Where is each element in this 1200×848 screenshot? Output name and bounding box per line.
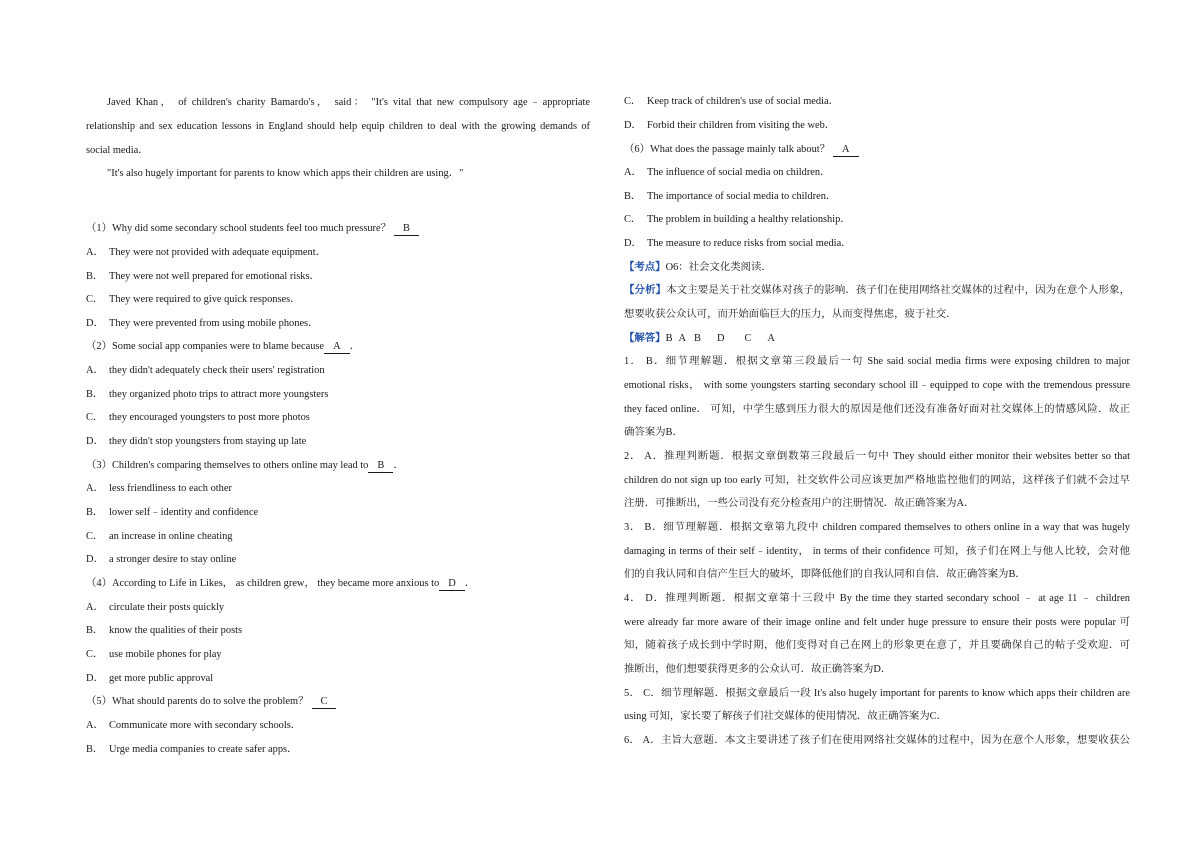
option-letter: C．: [86, 649, 104, 661]
analysis-label: 【分析】: [624, 285, 667, 297]
answer-key-item: B: [694, 332, 701, 344]
option-letter: C．: [624, 214, 642, 226]
option-text: They were not provided with adequate equipment．: [109, 246, 326, 258]
option-text: lower self﹣identity and confidence: [109, 507, 259, 519]
answer-blank: B: [368, 460, 393, 473]
option-letter: A．: [86, 483, 104, 495]
explanation-6: [624, 729, 1130, 753]
option-text: The problem in building a healthy relationship．: [647, 214, 851, 226]
option-text: circulate their posts quickly: [109, 601, 225, 613]
option-letter: C．: [86, 294, 104, 306]
option-d: [86, 548, 590, 572]
option-c: [86, 643, 590, 667]
option-text: less friendliness to each other: [109, 483, 232, 495]
option-letter: A．: [624, 167, 642, 179]
question-stem: [86, 335, 590, 359]
option-text: The importance of social media to children．: [647, 190, 837, 202]
question-stem: [86, 454, 590, 478]
answer-blank: A: [324, 341, 350, 354]
explanation-line: using 可知，家长要了解孩子们社交媒体的使用情况．故正确答案为C．: [624, 711, 947, 723]
explanation-line: 1． B．细节理解题．根据文章第三段最后一句 She said social media firms were exposing children to major: [624, 356, 1130, 368]
passage-paragraph: [86, 91, 590, 162]
answer-blank: B: [394, 223, 419, 236]
explanation-line: 3． B．细节理解题．根据文章第九段中 children compared themselves to others online in a way that was hugely: [624, 522, 1130, 533]
option-text: The influence of social media on children．: [647, 167, 831, 179]
key-point: [624, 256, 1130, 280]
question-text: Children's comparing themselves to others online may lead to: [111, 459, 369, 471]
option-b: [86, 501, 590, 525]
option-letter: A．: [86, 601, 104, 613]
option-letter: C．: [624, 96, 642, 108]
question-text: According to Life in Likes， as children grew， they became more anxious to: [111, 578, 440, 590]
option-text: use mobile phones for play: [109, 649, 222, 661]
explanation-line: were already far more aware of their image online and felt under huge pressure to ensure their posts were popular 可: [624, 616, 1130, 628]
question-stem: [86, 572, 590, 596]
option-letter: D．: [624, 119, 642, 131]
question-number: （4）: [86, 578, 112, 590]
option-d: [624, 232, 1130, 256]
option-d: [86, 667, 590, 691]
question-end-punctuation: ．: [349, 341, 360, 353]
question-1: [86, 217, 590, 335]
option-a: [86, 596, 590, 620]
option-d: [86, 430, 590, 454]
option-b: [86, 265, 590, 289]
answer-blank: A: [833, 144, 859, 157]
option-letter: D．: [86, 672, 104, 684]
passage-line: Javed Khan， of children's charity Bamardo's， said： "It's vital that new compulsory age﹣appropriate: [107, 97, 590, 109]
answer-key: [624, 327, 1130, 351]
option-d: [86, 312, 590, 336]
option-letter: B．: [86, 507, 104, 519]
option-letter: D．: [86, 436, 104, 448]
option-text: They were prevented from using mobile phones．: [109, 317, 319, 329]
option-text: a stronger desire to stay online: [109, 554, 237, 566]
explanation-line: 注册．可推断出，一些公司没有充分检查用户的注册情况．故正确答案为A．: [624, 498, 975, 510]
explanation-line: they faced online． 可知，中学生感到压力很大的原因是他们还没有准备好面对社交媒体上的情感风险．故正: [624, 403, 1130, 415]
option-d: [624, 114, 1130, 138]
option-letter: A．: [86, 719, 104, 731]
option-b: [86, 383, 590, 407]
answer-key-item: A: [767, 332, 775, 344]
option-a: [624, 161, 1130, 185]
option-text: Forbid their children from visiting the web．: [647, 119, 836, 131]
explanation-line: 2． A．推理判断题．根据文章倒数第三段最后一句中 They should either monitor their websites better so that: [624, 451, 1130, 463]
answer-key-item: A: [678, 332, 687, 344]
answer-key-label: 【解答】: [624, 332, 666, 344]
explanation-line: 5． C．细节理解题．根据文章最后一段 It's also hugely important for parents to know which apps their children are: [624, 687, 1130, 699]
explanation-line: damaging in terms of their self﹣identity， in terms of their confidence 可知，孩子们在网上与他人比较，会对他: [624, 545, 1130, 557]
option-a: [86, 714, 590, 738]
option-a: [86, 359, 590, 383]
option-c: [624, 208, 1130, 232]
question-number: （5）: [86, 696, 112, 708]
answer-blank: C: [312, 696, 337, 709]
explanation-line: 4． D．推理判断题．根据文章第十三段中 By the time they started secondary school ﹣ at age 11 ﹣ children: [624, 592, 1130, 604]
question-text: What should parents do to solve the problem？: [111, 696, 309, 708]
question-5: [86, 690, 590, 761]
option-text: they organized photo trips to attract more youngsters: [109, 388, 329, 400]
passage: [86, 91, 590, 186]
explanation-line: 推断出，他们想要获得更多的公众认可．故正确答案为D．: [624, 663, 892, 675]
question-2: [86, 335, 590, 453]
option-letter: B．: [86, 388, 104, 400]
explanation-line: children do not sign up too early 可知，社交软件公司应该更加严格地监控他们的网站，这样孩子们就不会过早: [624, 474, 1130, 486]
option-letter: A．: [86, 246, 104, 258]
option-text: they encouraged youngsters to post more photos: [109, 412, 310, 424]
option-text: an increase in online cheating: [109, 530, 233, 542]
explanation-2: [624, 445, 1130, 516]
answer-key-item: C: [744, 332, 752, 344]
analysis-line: 想要收获公众认可，而开始面临巨大的压力，从而变得焦虑，疲于社交．: [624, 309, 957, 321]
option-text: Keep track of children's use of social media．: [647, 96, 840, 108]
explanation-5: [624, 682, 1130, 729]
passage-line: relationship and sex education lessons in England should help equip children to deal with the growing demands of: [86, 120, 590, 132]
option-c: [86, 406, 590, 430]
option-text: get more public approval: [109, 672, 214, 684]
question-number: （3）: [86, 459, 112, 471]
explanation-line: 确答案为B．: [624, 427, 683, 439]
option-a: [86, 477, 590, 501]
passage-line: social media．: [86, 144, 149, 156]
key-point-label: 【考点】: [624, 261, 666, 273]
questions: [86, 217, 590, 761]
analysis: [624, 279, 1130, 326]
analysis-text: 本文主要是关于社交媒体对孩子的影响．孩子们在使用网络社交媒体的过程中，因为在意个人形象，: [666, 285, 1131, 297]
question-text: Why did some secondary school students feel too much pressure？: [111, 223, 392, 235]
option-c: [86, 525, 590, 549]
analysis-line: [624, 279, 1130, 303]
option-letter: D．: [624, 238, 642, 250]
option-letter: B．: [624, 190, 642, 202]
explanation-line: emotional risks， with some youngsters starting secondary school ill﹣equipped to cope with the tremendous pressure: [624, 380, 1130, 392]
option-text: they didn't adequately check their users' registration: [109, 365, 325, 377]
question-5-continued: [624, 90, 1130, 137]
option-b: [86, 738, 590, 762]
option-letter: B．: [86, 270, 104, 282]
option-letter: C．: [86, 412, 104, 424]
option-c: [86, 288, 590, 312]
question-end-punctuation: ．: [464, 578, 476, 590]
option-letter: B．: [86, 625, 104, 637]
option-letter: D．: [86, 317, 104, 329]
explanation-4: [624, 587, 1130, 682]
option-text: they didn't stop youngsters from staying up late: [109, 436, 307, 448]
question-stem: [86, 690, 590, 714]
option-c: [624, 90, 1130, 114]
left-column: [86, 91, 590, 761]
question-end-punctuation: ．: [393, 459, 404, 471]
option-text: They were not well prepared for emotional risks．: [109, 270, 320, 282]
question-stem: [86, 217, 590, 241]
question-number: （1）: [86, 223, 112, 235]
question-text: What does the passage mainly talk about？: [649, 143, 831, 155]
explanation-1: [624, 350, 1130, 445]
option-a: [86, 241, 590, 265]
question-6: [624, 138, 1130, 256]
passage-paragraph: [86, 162, 590, 186]
solution: [624, 256, 1130, 753]
option-b: [624, 185, 1130, 209]
option-letter: C．: [86, 530, 104, 542]
passage-line: "It's also hugely important for parents to know which apps their children are using．": [107, 168, 464, 180]
option-letter: A．: [86, 365, 104, 377]
answer-key-item: D: [716, 332, 725, 344]
right-column: [624, 90, 1130, 752]
answer-key-item: B: [665, 332, 673, 344]
option-text: Urge media companies to create safer apps．: [109, 743, 298, 755]
key-point-text: O6：社会文化类阅读．: [665, 261, 772, 273]
question-number: （6）: [624, 143, 650, 155]
option-text: They were required to give quick responses．: [109, 294, 301, 306]
explanation-line: 知，随着孩子成长到中学时期，他们变得对自己在网上的形象更在意了，并且要确保自己的帖子受欢迎．可: [624, 640, 1130, 652]
option-letter: B．: [86, 743, 104, 755]
explanation-line: 6． A．主旨大意题．本文主要讲述了孩子们在使用网络社交媒体的过程中，因为在意个人形象，想要收获公: [624, 734, 1130, 746]
option-text: Communicate more with secondary schools．: [109, 719, 302, 731]
option-b: [86, 619, 590, 643]
explanation-3: [624, 516, 1130, 587]
option-letter: D．: [86, 554, 104, 566]
answer-blank: D: [439, 578, 465, 591]
question-4: [86, 572, 590, 690]
question-number: （2）: [86, 341, 112, 353]
question-text: Some social app companies were to blame because: [111, 341, 325, 353]
question-stem: [624, 138, 1130, 162]
explanation-line: 们的自我认同和自信产生巨大的破坏，即降低他们的自我认同和自信．故正确答案为B．: [624, 569, 1026, 581]
option-text: The measure to reduce risks from social media．: [647, 238, 852, 250]
option-text: know the qualities of their posts: [109, 625, 243, 637]
question-3: [86, 454, 590, 572]
